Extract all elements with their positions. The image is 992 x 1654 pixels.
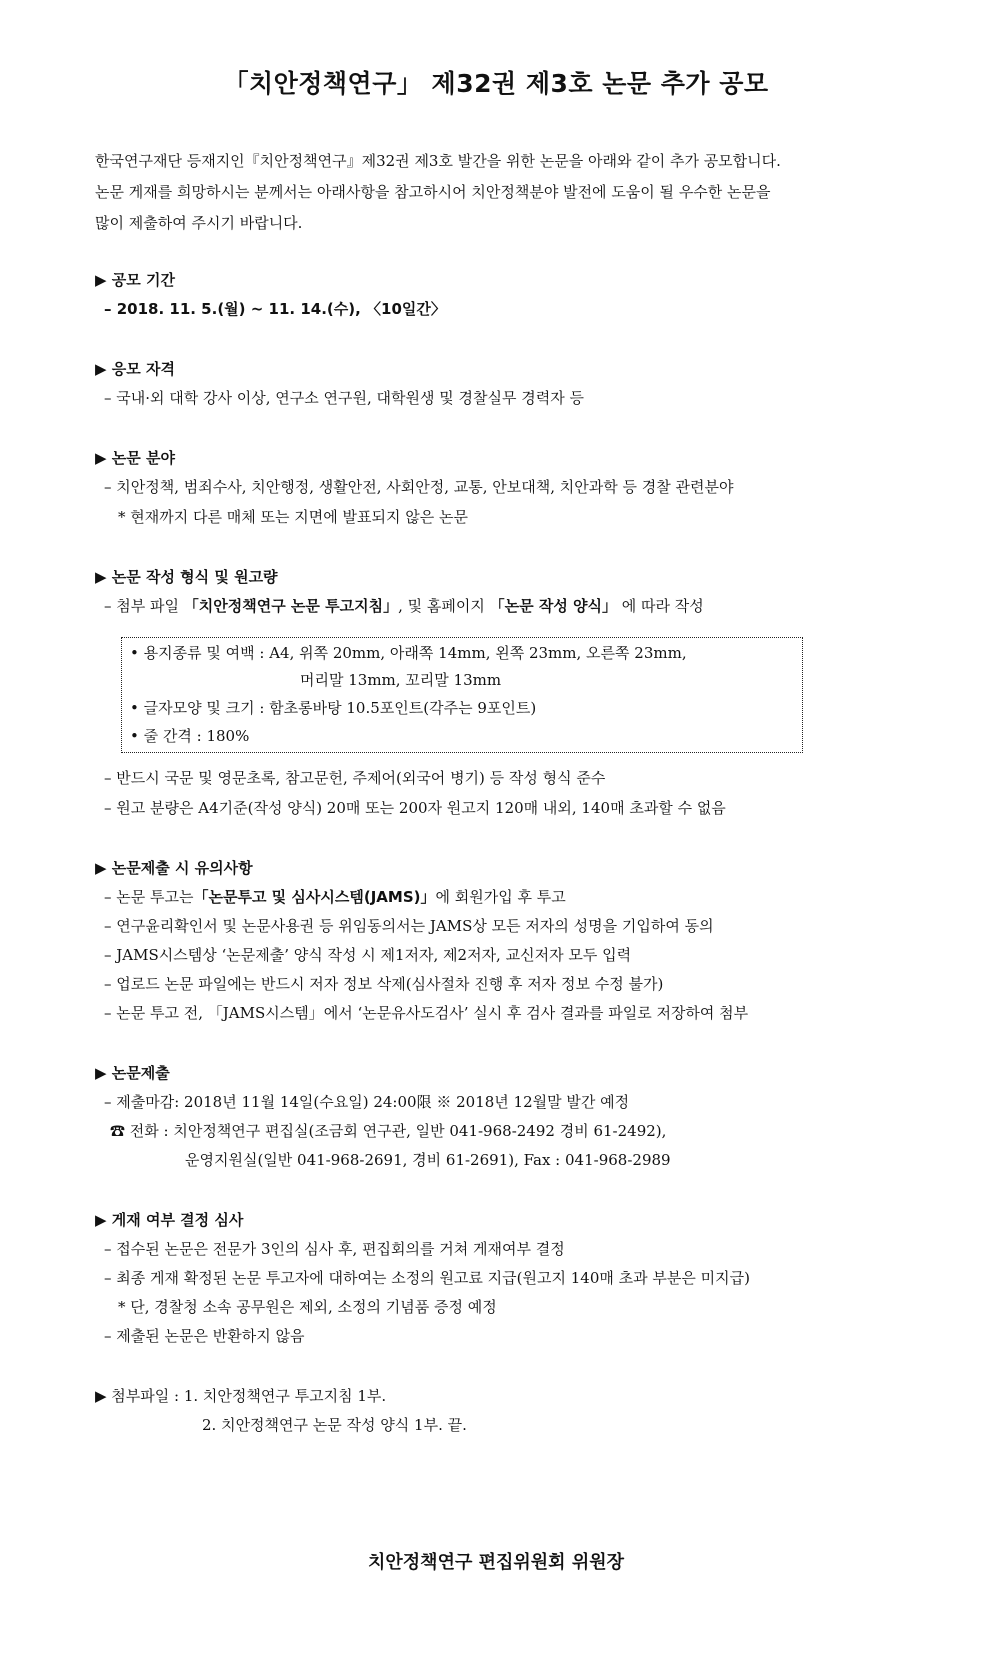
- template-title: 「논문 작성 양식」: [489, 597, 618, 615]
- format-line-text: , 및 홈페이지: [398, 597, 490, 615]
- eligibility-line: – 국내·외 대학 강사 이상, 연구소 연구원, 대학원생 및 경찰실무 경력자 등: [104, 389, 584, 407]
- spacing-spec-line: • 줄 간격 : 180%: [130, 727, 250, 745]
- paper-spec-line: [130, 639, 687, 667]
- field-note: * 현재까지 다른 매체 또는 지면에 발표되지 않은 논문: [118, 508, 468, 526]
- notes-line-text: – 논문 투고는: [104, 888, 194, 906]
- section-heading-field: ▶ 논문 분야: [95, 449, 175, 467]
- document-title: 「치안정책연구」 제32권 제3호 논문 추가 공모: [223, 69, 769, 98]
- guideline-title: 「치안정책연구 논문 투고지침」: [183, 597, 399, 615]
- section-heading-period: ▶ 공모 기간: [95, 271, 175, 289]
- section-heading-submission: ▶ 논문제출: [95, 1064, 170, 1082]
- period-line: – 2018. 11. 5.(월) ~ 11. 14.(수), 〈10일간〉: [104, 300, 446, 318]
- notes-line: – 업로드 논문 파일에는 반드시 저자 정보 삭제(심사절차 진행 후 저자 정보 수정 불가): [104, 975, 664, 993]
- review-line: – 최종 게재 확정된 논문 투고자에 대하여는 소정의 원고료 지급(원고지 140매 초과 부분은 미지급): [104, 1269, 750, 1287]
- submission-contact-cont: 운영지원실(일반 041-968-2691, 경비 61-2691), Fax : 041-968-2989: [185, 1151, 671, 1169]
- paper-spec-label: • 용지종류 및 여백 :: [130, 644, 270, 662]
- format-line-length: – 원고 분량은 A4기준(작성 양식) 20매 또는 200자 원고지 120매 내외, 140매 초과할 수 없음: [104, 799, 726, 817]
- submission-contact: ☎ 전화 : 치안정책연구 편집실(조금회 연구관, 일반 041-968-2492 경비 61-2492),: [110, 1122, 667, 1140]
- format-line-text: 에 따라 작성: [617, 597, 704, 615]
- font-spec-line: • 글자모양 및 크기 : 함초롱바탕 10.5포인트(각주는 9포인트): [130, 699, 537, 717]
- notes-line: – 논문 투고 전, 「JAMS시스템」에서 ‘논문유사도검사’ 실시 후 검사 결과를 파일로 저장하여 첨부: [104, 1004, 749, 1022]
- format-line-abstract: – 반드시 국문 및 영문초록, 참고문헌, 주제어(외국어 병기) 등 작성 형식 준수: [104, 769, 606, 787]
- review-line: – 접수된 논문은 전문가 3인의 심사 후, 편집회의를 거쳐 게재여부 결정: [104, 1240, 565, 1258]
- notes-line-text: 에 회원가입 후 투고: [435, 888, 566, 906]
- notes-line: – 연구윤리확인서 및 논문사용권 등 위임동의서는 JAMS상 모든 저자의 성명을 기입하여 동의: [104, 917, 714, 935]
- signature: 치안정책연구 편집위원회 위원장: [368, 1552, 624, 1573]
- jams-system-name: 「논문투고 및 심사시스템(JAMS)」: [193, 888, 436, 906]
- section-heading-eligibility: ▶ 응모 자격: [95, 360, 175, 378]
- field-line: – 치안정책, 범죄수사, 치안행정, 생활안전, 사회안정, 교통, 안보대책, 치안과학 등 경찰 관련분야: [104, 478, 734, 496]
- submission-deadline: – 제출마감: 2018년 11월 14일(수요일) 24:00限 ※ 2018년 12월말 발간 예정: [104, 1093, 630, 1111]
- intro-line: 논문 게재를 희망하시는 분께서는 아래사항을 참고하시어 치안정책분야 발전에 도움이 될 우수한 논문을: [95, 183, 771, 201]
- notes-line: [104, 883, 566, 911]
- notes-line: – JAMS시스템상 ‘논문제출’ 양식 작성 시 제1저자, 제2저자, 교신저자 모두 입력: [104, 946, 632, 964]
- paper-spec-value: A4, 위쪽 20mm, 아래쪽 14mm, 왼쪽 23mm, 오른쪽 23mm,: [269, 644, 687, 662]
- format-spec-box: [121, 637, 803, 753]
- attachments-line: 2. 치안정책연구 논문 작성 양식 1부. 끝.: [202, 1416, 467, 1434]
- intro-paragraph: [95, 146, 915, 239]
- format-line-attachment: [104, 592, 704, 620]
- section-heading-format: ▶ 논문 작성 형식 및 원고량: [95, 568, 278, 586]
- format-line-text: – 첨부 파일: [104, 597, 184, 615]
- attachments-line: ▶ 첨부파일 : 1. 치안정책연구 투고지침 1부.: [95, 1387, 387, 1405]
- intro-line: 한국연구재단 등재지인『치안정책연구』제32권 제3호 발간을 위한 논문을 아래와 같이 추가 공모합니다.: [95, 152, 781, 170]
- paper-spec-value-cont: 머리말 13mm, 꼬리말 13mm: [300, 671, 502, 689]
- intro-line: 많이 제출하여 주시기 바랍니다.: [95, 214, 303, 232]
- review-line: – 제출된 논문은 반환하지 않음: [104, 1327, 305, 1345]
- section-heading-notes: ▶ 논문제출 시 유의사항: [95, 859, 253, 877]
- section-heading-review: ▶ 게재 여부 결정 심사: [95, 1211, 244, 1229]
- review-note: * 단, 경찰청 소속 공무원은 제외, 소정의 기념품 증정 예정: [118, 1298, 497, 1316]
